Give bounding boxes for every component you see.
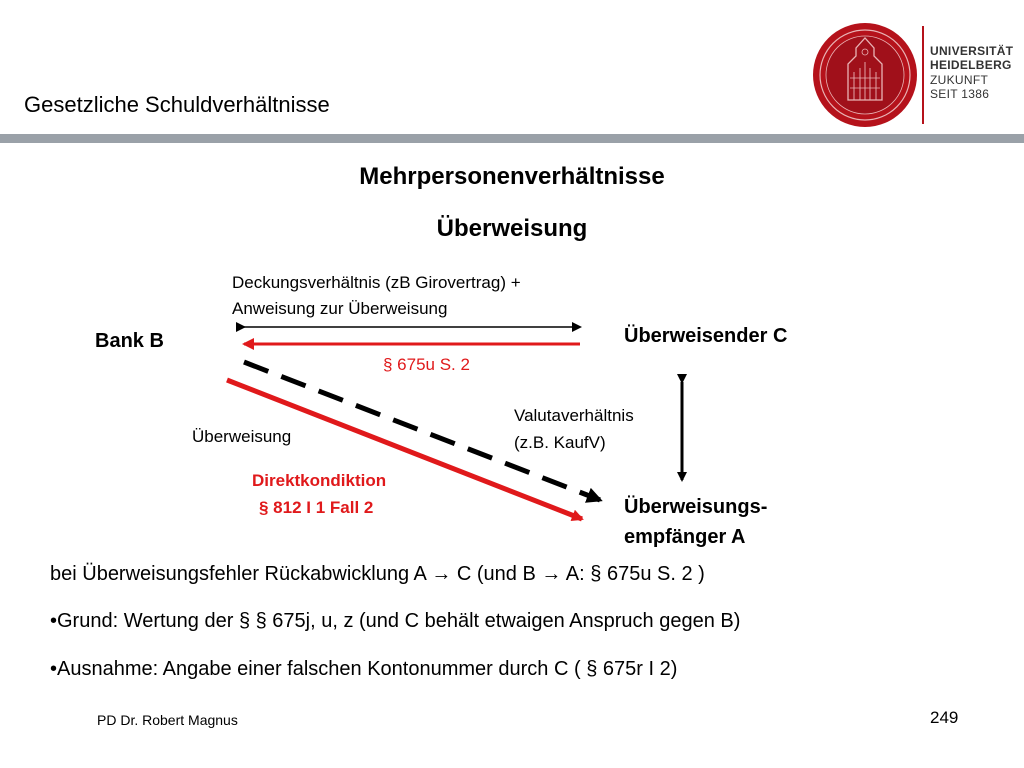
direct-condiction-label: Direktkondiktion <box>252 471 387 490</box>
university-name-line1: UNIVERSITÄT <box>930 44 1014 58</box>
coverage-label-line2: Anweisung zur Überweisung <box>232 299 448 318</box>
valuta-label-line1: Valutaverhältnis <box>514 406 634 425</box>
direct-condiction-norm: § 812 I 1 Fall 2 <box>259 498 374 517</box>
header-title: Gesetzliche Schuldverhältnisse <box>24 92 330 117</box>
slide-subtitle: Überweisung <box>436 215 588 242</box>
footer-author: PD Dr. Robert Magnus <box>97 712 238 728</box>
university-name-line2: HEIDELBERG <box>930 58 1012 72</box>
university-motto: ZUKUNFT <box>930 73 989 87</box>
university-founded: SEIT 1386 <box>930 87 990 101</box>
body-line-ausnahme: •Ausnahme: Angabe einer falschen Kontonummer durch C ( § 675r I 2) <box>50 658 678 680</box>
node-recipient-line2: empfänger A <box>624 526 746 548</box>
coverage-label-line1: Deckungsverhältnis (zB Girovertrag) + <box>232 273 521 292</box>
transfer-label: Überweisung <box>192 427 292 446</box>
body-line-grund: •Grund: Wertung der § § 675j, u, z (und C behält etwaigen Anspruch gegen B) <box>50 610 741 632</box>
refund-claim-label: § 675u S. 2 <box>383 355 470 374</box>
body-line-rueckabwicklung: bei Überweisungsfehler Rückabwicklung A → C (und B → A: § 675u S. 2 ) <box>50 563 705 585</box>
node-recipient-line1: Überweisungs- <box>624 496 768 518</box>
valuta-label-line2: (z.B. KaufV) <box>514 433 606 452</box>
page-number: 249 <box>930 708 959 727</box>
slide-title: Mehrpersonenverhältnisse <box>359 163 665 190</box>
node-sender: Überweisender C <box>624 325 788 347</box>
node-bank: Bank B <box>95 330 164 352</box>
